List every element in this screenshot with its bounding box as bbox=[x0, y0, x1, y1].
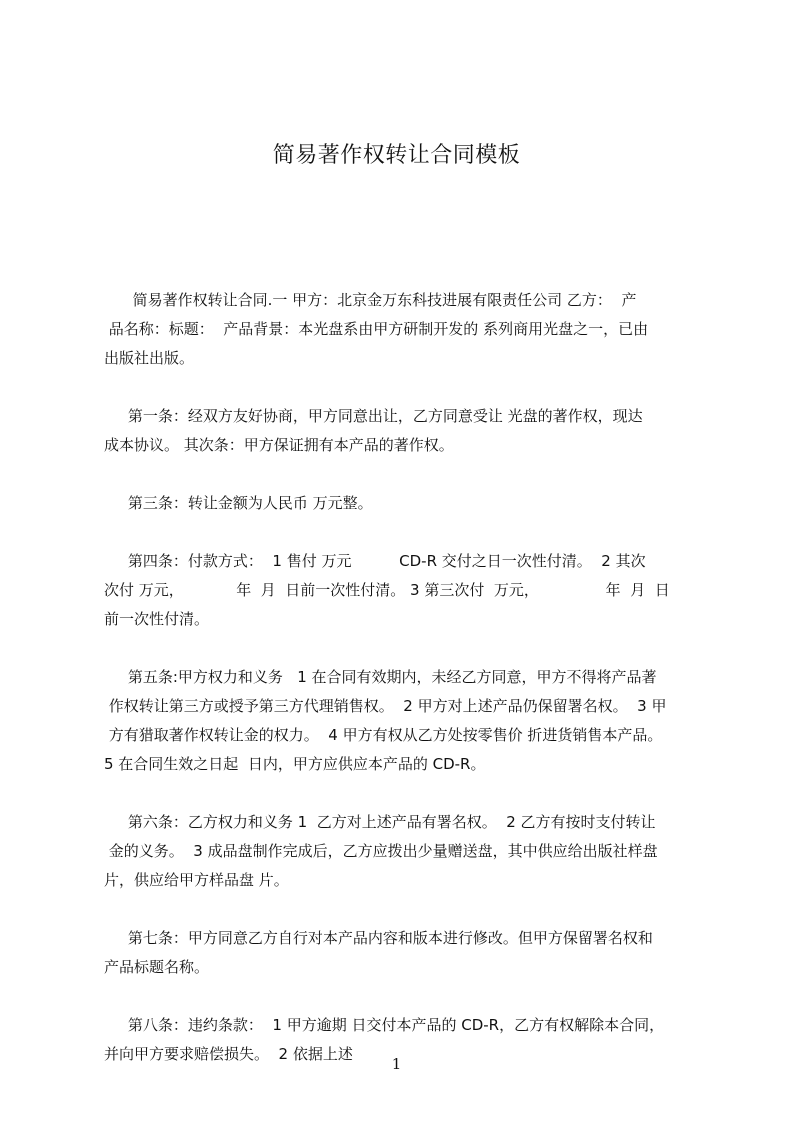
text-line: 5 在合同生效之日起 日内，甲方应供应本产品的 CD-R。 bbox=[104, 755, 486, 773]
text-line: 第六条：乙方权力和义务 1 乙方对上述产品有署名权。 2 乙方有按时支付转让 bbox=[104, 813, 656, 831]
text-line: 第四条：付款方式： 1 售付 万元 CD-R 交付之日一次性付清。 2 其次 bbox=[104, 552, 646, 570]
text-line: 金的义务。 3 成品盘制作完成后，乙方应拨出少量赠送盘，其中供应给出版社样盘 bbox=[104, 842, 658, 860]
paragraph-article-4 bbox=[104, 547, 702, 634]
text-line: 第三条：转让金额为人民币 万元整。 bbox=[104, 494, 373, 512]
document-title: 简易著作权转让合同模板 bbox=[272, 143, 521, 168]
text-line: 次付 万元， 年 月 日前一次性付清。 3 第三次付 万元， 年 月 日 bbox=[104, 581, 670, 599]
text-line: 作权转让第三方或授予第三方代理销售权。 2 甲方对上述产品仍保留署名权。 3 甲 bbox=[104, 697, 667, 715]
text-line: 简易著作权转让合同.一 甲方：北京金万东科技进展有限责任公司 乙方： 产 bbox=[104, 291, 637, 309]
text-line: 产品标题名称。 bbox=[104, 958, 210, 976]
text-line: 前一次性付清。 bbox=[104, 610, 210, 628]
text-line: 出版社出版。 bbox=[104, 349, 195, 367]
text-line: 并向甲方要求赔偿损失。 2 依据上述 bbox=[104, 1045, 353, 1063]
paragraph-article-7 bbox=[104, 924, 702, 982]
text-line: 片，供应给甲方样品盘 片。 bbox=[104, 871, 289, 889]
text-line: 第七条：甲方同意乙方自行对本产品内容和版本进行修改。但甲方保留署名权和 bbox=[104, 929, 653, 947]
paragraph-article-6 bbox=[104, 808, 702, 895]
paragraph-article-3 bbox=[104, 489, 702, 518]
text-line: 成本协议。 其次条：甲方保证拥有本产品的著作权。 bbox=[104, 436, 454, 454]
page-number: 1 bbox=[391, 1055, 402, 1073]
text-line: 方有猎取著作权转让金的权力。 4 甲方有权从乙方处按零售价 折进货销售本产品。 bbox=[104, 726, 663, 744]
paragraph-article-1 bbox=[104, 402, 702, 460]
document-body bbox=[104, 286, 702, 1069]
paragraph-intro bbox=[104, 286, 702, 373]
text-line: 第一条：经双方友好协商，甲方同意出让，乙方同意受让 光盘的著作权，现达 bbox=[104, 407, 643, 425]
paragraph-article-5 bbox=[104, 663, 702, 779]
text-line: 第五条:甲方权力和义务 1 在合同有效期内，未经乙方同意，甲方不得将产品著 bbox=[104, 668, 657, 686]
text-line: 品名称：标题： 产品背景：本光盘系由甲方研制开发的 系列商用光盘之一，已由 bbox=[104, 320, 649, 338]
text-line: 第八条：违约条款： 1 甲方逾期 日交付本产品的 CD-R，乙方有权解除本合同， bbox=[104, 1016, 665, 1034]
